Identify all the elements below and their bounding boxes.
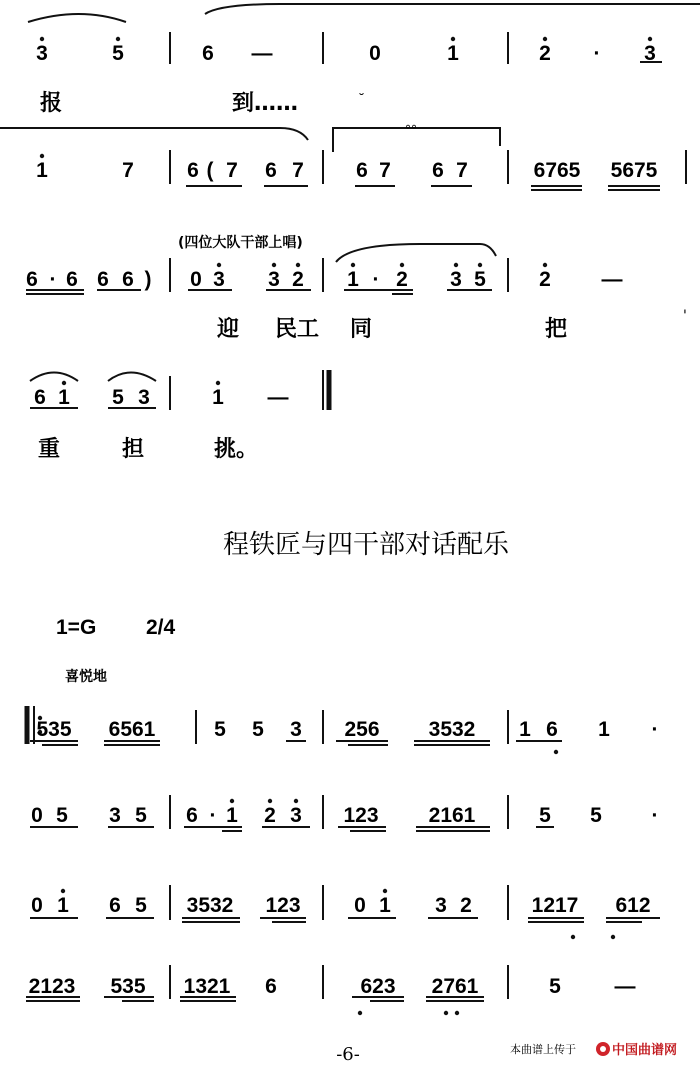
jianpu-note: 5 <box>549 975 561 998</box>
jianpu-note: 0 <box>354 894 366 917</box>
jianpu-note: 5 <box>112 386 124 409</box>
performance-annotation: (四位大队干部上唱) <box>178 235 303 251</box>
low-dot <box>554 750 558 754</box>
watermark-site: 中国曲谱网 <box>612 1043 678 1058</box>
high-octave-dot <box>451 37 455 41</box>
jianpu-note: 3 <box>268 268 280 291</box>
score-line-1 <box>28 4 700 116</box>
jianpu-note: 6 <box>34 386 46 409</box>
jianpu-note: 5 <box>135 894 147 917</box>
high-octave-dot <box>268 799 272 803</box>
jianpu-note: 1 <box>447 42 459 65</box>
jianpu-note: 623 <box>360 975 396 998</box>
jianpu-note: 123 <box>265 894 301 917</box>
high-octave-dot <box>217 263 221 267</box>
jianpu-note: 3 <box>290 804 302 827</box>
jianpu-note: 2123 <box>28 975 76 998</box>
high-octave-dot <box>351 263 355 267</box>
jianpu-note: 1 <box>226 804 238 827</box>
key-signature <box>56 616 176 639</box>
jianpu-note: 6 <box>187 159 199 182</box>
jianpu-note: 3 <box>290 718 302 741</box>
jianpu-note: 123 <box>343 804 379 827</box>
jianpu-note: 5 <box>590 804 602 827</box>
lyric-syllable: 同 <box>350 317 373 342</box>
lyric-syllable: 到…… <box>232 91 299 116</box>
time-signature: 2/4 <box>146 616 176 639</box>
slur <box>108 373 156 382</box>
score-line-2 <box>0 123 686 190</box>
high-octave-dot <box>648 37 652 41</box>
jianpu-note: 1 <box>57 894 69 917</box>
high-octave-dot <box>230 799 234 803</box>
low-dot <box>358 1011 362 1015</box>
high-octave-dot <box>294 799 298 803</box>
jianpu-note: 0 <box>31 804 43 827</box>
jianpu-note: 1321 <box>183 975 231 998</box>
jianpu-note: 535 <box>110 975 146 998</box>
jianpu-note: 2 <box>292 268 304 291</box>
jianpu-note: ( <box>206 159 214 182</box>
slur <box>30 373 78 382</box>
jianpu-note: 256 <box>344 718 380 741</box>
jianpu-note: · <box>593 42 601 65</box>
lyric-syllable: 担 <box>122 437 145 462</box>
jianpu-note: 1 <box>347 268 359 291</box>
jianpu-note: 6 <box>356 159 368 182</box>
lyric-syllable: 重 <box>38 437 61 462</box>
jianpu-note: · <box>372 268 380 291</box>
jianpu-note: 2 <box>460 894 472 917</box>
duration-dash: — <box>601 268 623 291</box>
jianpu-note: 0 <box>190 268 202 291</box>
jianpu-note: 5675 <box>610 159 658 182</box>
score-line-7 <box>30 885 660 939</box>
jianpu-note: 6561 <box>108 718 156 741</box>
tie <box>205 4 700 14</box>
jianpu-note: 3532 <box>186 894 234 917</box>
jianpu-note: · <box>651 804 659 827</box>
high-octave-dot <box>116 37 120 41</box>
jianpu-note: 5 <box>112 42 124 65</box>
jianpu-note: 1 <box>379 894 391 917</box>
jianpu-note: ) <box>144 268 152 291</box>
jianpu-note: 6 <box>546 718 558 741</box>
jianpu-note: 535 <box>36 718 72 741</box>
jianpu-note: 6 <box>202 42 214 65</box>
high-octave-dot <box>62 381 66 385</box>
jianpu-note: 6765 <box>533 159 581 182</box>
score-line-8 <box>26 965 636 1015</box>
high-octave-dot <box>296 263 300 267</box>
jianpu-note: 612 <box>615 894 651 917</box>
jianpu-note: 6 <box>109 894 121 917</box>
lyric-syllable: 挑。 <box>214 437 259 462</box>
jianpu-note: 3 <box>109 804 121 827</box>
lyric-syllable: 报 <box>40 91 63 116</box>
jianpu-note: 2161 <box>428 804 476 827</box>
site-logo-icon <box>596 1042 610 1056</box>
high-octave-dot <box>478 263 482 267</box>
jianpu-note: 3 <box>138 386 150 409</box>
high-octave-dot <box>272 263 276 267</box>
jianpu-note: 1 <box>212 386 224 409</box>
high-octave-dot <box>40 154 44 158</box>
jianpu-note: 1 <box>58 386 70 409</box>
jianpu-note: 6 <box>122 268 134 291</box>
jianpu-note: 6 <box>26 268 38 291</box>
jianpu-note: 5 <box>474 268 486 291</box>
jianpu-note: 6 <box>97 268 109 291</box>
ornament: °° <box>405 123 417 137</box>
duration-dash: — <box>614 975 636 998</box>
lyric-syllable: 民工 <box>275 317 320 342</box>
jianpu-note: 1 <box>519 718 531 741</box>
low-dot <box>455 1011 459 1015</box>
jianpu-note: · <box>209 804 217 827</box>
jianpu-note: 2 <box>396 268 408 291</box>
jianpu-note: 6 <box>265 159 277 182</box>
high-octave-dot <box>454 263 458 267</box>
jianpu-note: 6 <box>432 159 444 182</box>
slur <box>336 244 496 262</box>
jianpu-note: · <box>651 718 659 741</box>
jianpu-note: 5 <box>214 718 226 741</box>
low-dot <box>444 1011 448 1015</box>
score-line-3 <box>26 234 687 342</box>
jianpu-note: 7 <box>292 159 304 182</box>
jianpu-note: 7 <box>379 159 391 182</box>
jianpu-note: 6 <box>265 975 277 998</box>
slur <box>28 14 126 22</box>
jianpu-note: 3532 <box>428 718 476 741</box>
jianpu-note: 5 <box>252 718 264 741</box>
jianpu-note: 6 <box>66 268 78 291</box>
high-octave-dot <box>543 37 547 41</box>
tempo-marking: 喜悦地 <box>65 669 107 685</box>
jianpu-note: 1 <box>598 718 610 741</box>
score-line-6 <box>30 795 659 831</box>
jianpu-note: 2 <box>264 804 276 827</box>
duration-dash: — <box>267 386 289 409</box>
jianpu-note: 2 <box>539 42 551 65</box>
jianpu-note: 0 <box>31 894 43 917</box>
jianpu-note: 6 <box>186 804 198 827</box>
jianpu-note: 7 <box>122 159 134 182</box>
high-octave-dot <box>400 263 404 267</box>
high-octave-dot <box>383 889 387 893</box>
high-octave-dot <box>543 263 547 267</box>
tie <box>0 128 308 140</box>
low-dot <box>571 935 575 939</box>
jianpu-note: 2 <box>539 268 551 291</box>
jianpu-note: 3 <box>644 42 656 65</box>
jianpu-note: 3 <box>36 42 48 65</box>
low-dot <box>611 935 615 939</box>
high-octave-dot <box>216 381 220 385</box>
jianpu-note: 1217 <box>531 894 579 917</box>
jianpu-note: 5 <box>135 804 147 827</box>
section-title: 程铁匠与四干部对话配乐 <box>222 530 510 560</box>
duration-dash: — <box>251 42 273 65</box>
score-line-5 <box>27 706 659 754</box>
score-line-4 <box>30 370 329 462</box>
jianpu-note: 3 <box>435 894 447 917</box>
watermark <box>510 1042 677 1058</box>
breath-mark: ˘ <box>358 92 365 108</box>
high-octave-dot <box>40 37 44 41</box>
jianpu-note: 1 <box>36 159 48 182</box>
jianpu-note: · <box>49 268 57 291</box>
lyric-syllable: 把 <box>545 317 568 342</box>
key: 1=G <box>56 616 97 639</box>
jianpu-note: 7 <box>226 159 238 182</box>
page-number: -6- <box>336 1044 360 1065</box>
lyric-syllable: 迎 <box>217 317 240 342</box>
jianpu-note: 5 <box>56 804 68 827</box>
watermark-prefix: 本曲谱上传于 <box>510 1043 576 1056</box>
jianpu-note: 3 <box>450 268 462 291</box>
mark: ' <box>683 308 687 324</box>
jianpu-note: 5 <box>539 804 551 827</box>
jianpu-note: 3 <box>213 268 225 291</box>
jianpu-note: 2761 <box>431 975 479 998</box>
jianpu-note: 0 <box>369 42 381 65</box>
jianpu-note: 7 <box>456 159 468 182</box>
high-octave-dot <box>61 889 65 893</box>
